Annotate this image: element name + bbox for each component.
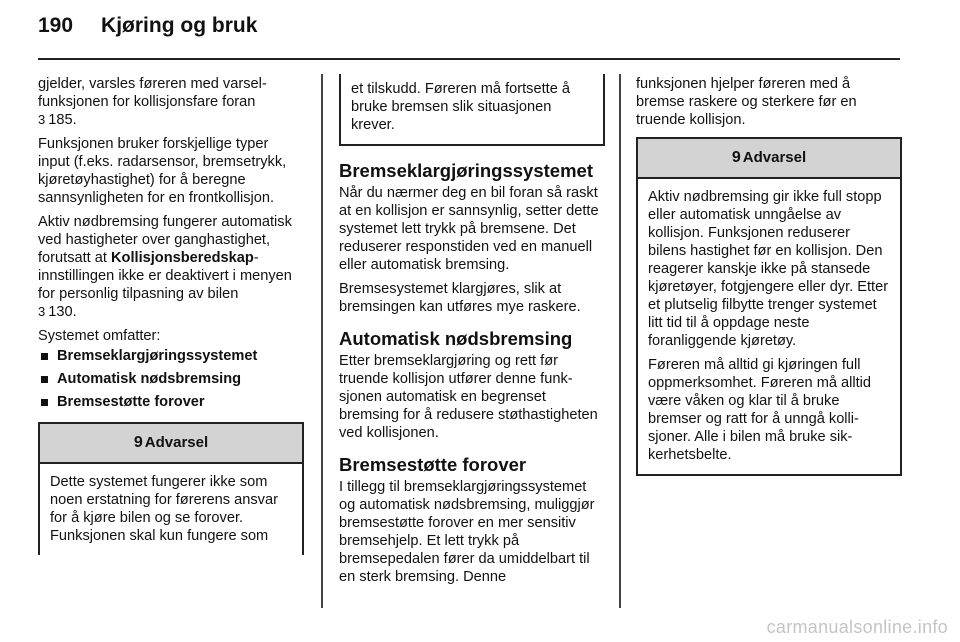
column-2 [339,75,605,592]
column-1 [38,75,304,555]
section-heading: Automatisk nødsbremsing [339,328,573,349]
setting-name: Kollisjonsberedskap [111,250,254,266]
paragraph: Funksjonen bruker forskjellige typer input (f.eks. radarsensor, bremsetrykk, kjøretøyhastighet) for å beregne sannsynligheten for en frontkollisjon. [38,136,287,206]
warning-body [638,179,900,474]
column-divider-2 [619,74,621,608]
paragraph: gjelder, varsles føreren med varselfunksjonen for kollisjonsfare foran 3 185. [38,76,267,128]
warning-body [40,464,302,555]
xref-icon: 3 [38,112,46,127]
page-header [38,14,257,50]
header-rule [38,58,900,60]
paragraph: Aktiv nødbremsing fungerer automatisk ved hastigheter over ganghastighet, forutsatt at Kollisjonsberedskap-innstillingen ikke er deaktivert i menyen for personlig tilpasning av bilen 3 130. [38,214,292,320]
page-reference: 130. [48,304,77,320]
warning-icon: 9 [133,434,143,451]
warning-box-continued [339,74,605,146]
paragraph: I tillegg til bremseklargjøringssystemet og automatisk nødsbremsing, muliggjør bremsestøtte forover en mer sensitiv bremsehjelp. Et lett trykk på bremsepedalen fører da umiddelbart til en sterk bremsing. Denne [339,479,595,585]
bullet-list [38,347,304,411]
warning-title: Advarsel [742,149,807,166]
paragraph: et tilskudd. Føreren må fortsette å bruke bremsen slik situasjonen krever. [351,81,570,133]
list-item: Bremsestøtte forover [38,393,304,411]
paragraph: Når du nærmer deg en bil foran så raskt at en kollisjon er sannsynlig, setter dette systemet lett trykk på bremsene. Det reduserer responstiden ved en manuell eller automatisk bremsing. [339,185,599,273]
section-heading: Bremseklargjøringssystemet [339,160,593,181]
paragraph: funksjonen hjelper føreren med å bremse raskere og sterkere før en truende kollisjon. [636,76,857,128]
paragraph: Aktiv nødbremsing gir ikke full stopp eller automatisk unngåelse av kollisjon. Funksjonen reduserer bilens hastighet før en kollisjon. Den reagerer kanskje ikke på stansede kjøretøyer, fotgjengere eller dyr. Etter et plutselig filbytte trenger systemet litt tid til å oppdage neste foranliggende kjøretøy. [648,189,889,349]
warning-header [40,424,302,464]
bullet-icon [41,353,48,360]
paragraph: Bremsesystemet klargjøres, slik at bremsingen kan utføres mye raskere. [339,281,581,315]
warning-box [38,422,304,555]
page-title: Kjøring og bruk [101,14,258,37]
section-heading: Bremsestøtte forover [339,454,527,475]
page-reference: 185. [48,112,77,128]
bullet-icon [41,399,48,406]
column-divider-1 [321,74,323,608]
warning-box [636,137,902,476]
watermark: carmanualsonline.info [766,617,948,637]
paragraph: Systemet omfatter: [38,328,161,344]
list-item: Automatisk nødsbremsing [38,370,304,388]
paragraph: Føreren må alltid gi kjøringen full oppmerksomhet. Føreren må alltid være våken og klar til å bruke bremser og ratt for å unngå kollisjoner. Alle i bilen må bruke sikkerhetsbelte. [648,357,872,463]
page-number: 190 [38,14,74,37]
warning-body [341,74,603,144]
paragraph: Dette systemet fungerer ikke som noen erstatning for førerens ansvar for å kjøre bilen og se forover. Funksjonen skal kun fungere som [50,474,278,544]
bullet-icon [41,376,48,383]
paragraph: Etter bremseklargjøring og rett før truende kollisjon utfører denne funksjonen automatisk en begrenset bremsing for å redusere støthastigheten ved kollisjonen. [339,353,598,441]
xref-icon: 3 [38,304,46,319]
warning-icon: 9 [731,149,741,166]
list-item: Bremseklargjøringssystemet [38,347,304,365]
warning-header [638,139,900,179]
warning-title: Advarsel [144,434,209,451]
column-3 [636,75,902,476]
